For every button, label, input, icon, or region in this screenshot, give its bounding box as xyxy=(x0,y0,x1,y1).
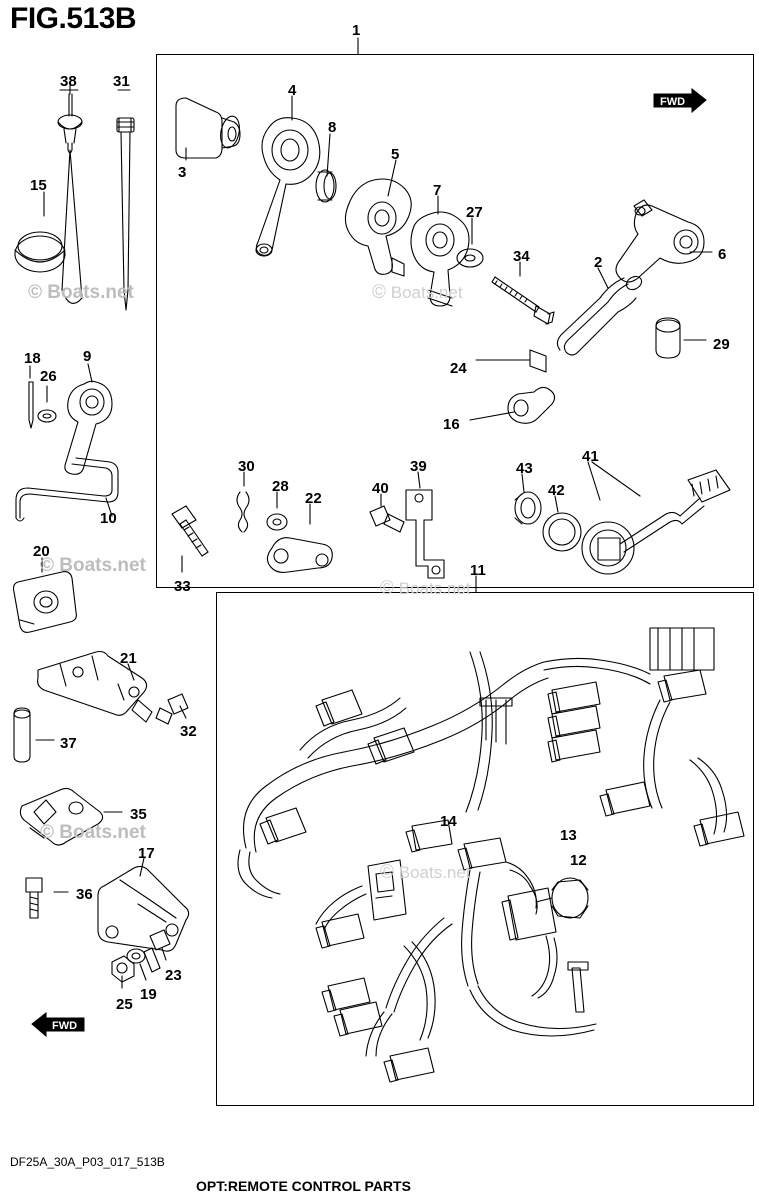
callout-number-10: 10 xyxy=(100,510,117,527)
callout-number-22: 22 xyxy=(305,490,322,507)
fwd-marker xyxy=(30,1012,86,1042)
callout-number-12: 12 xyxy=(570,852,587,869)
watermark: © Boats.net xyxy=(380,578,471,599)
callout-number-26: 26 xyxy=(40,368,57,385)
callout-number-30: 30 xyxy=(238,458,255,475)
callout-number-18: 18 xyxy=(24,350,41,367)
callout-number-6: 6 xyxy=(718,246,727,263)
callout-number-14: 14 xyxy=(440,813,457,830)
watermark: © Boats.net xyxy=(40,555,146,576)
callout-number-28: 28 xyxy=(272,478,289,495)
callout-number-36: 36 xyxy=(76,886,93,903)
footer-title: OPT:REMOTE CONTROL PARTS xyxy=(196,1178,411,1194)
callout-number-37: 37 xyxy=(60,735,77,752)
callout-number-33: 33 xyxy=(174,578,191,595)
callout-number-13: 13 xyxy=(560,827,577,844)
upper-assembly-box xyxy=(156,54,754,588)
callout-number-42: 42 xyxy=(548,482,565,499)
callout-number-7: 7 xyxy=(433,182,442,199)
fwd-marker xyxy=(652,88,708,118)
callout-number-29: 29 xyxy=(713,336,730,353)
watermark-text: Boats.net xyxy=(390,283,463,302)
callout-number-19: 19 xyxy=(140,986,157,1003)
callout-number-5: 5 xyxy=(391,146,400,163)
callout-number-31: 31 xyxy=(113,73,130,90)
callout-number-8: 8 xyxy=(328,119,337,136)
callout-number-32: 32 xyxy=(180,723,197,740)
figure-title: FIG.513B xyxy=(10,2,137,35)
callout-number-24: 24 xyxy=(450,360,467,377)
callout-number-4: 4 xyxy=(288,82,297,99)
callout-number-20: 20 xyxy=(33,543,50,560)
footer-code: DF25A_30A_P03_017_513B xyxy=(10,1155,165,1169)
watermark-text: Boats.net xyxy=(59,555,146,576)
watermark-text: Boats.net xyxy=(47,282,134,303)
callout-number-43: 43 xyxy=(516,460,533,477)
watermark: © Boats.net xyxy=(372,282,463,303)
callout-number-41: 41 xyxy=(582,448,599,465)
callout-number-23: 23 xyxy=(165,967,182,984)
watermark: © Boats.net xyxy=(40,822,146,843)
callout-number-17: 17 xyxy=(138,845,155,862)
callout-number-27: 27 xyxy=(466,204,483,221)
callout-number-11: 11 xyxy=(470,562,486,579)
callout-number-9: 9 xyxy=(83,348,92,365)
callout-number-40: 40 xyxy=(372,480,389,497)
callout-number-1: 1 xyxy=(352,22,361,39)
watermark: © Boats.net xyxy=(28,282,134,303)
callout-number-3: 3 xyxy=(178,164,187,181)
callout-number-35: 35 xyxy=(130,806,147,823)
watermark-text: Boats.net xyxy=(398,579,471,598)
watermark: © Boats.net xyxy=(380,862,471,883)
watermark-text: Boats.net xyxy=(398,863,471,882)
svg-text:FWD: FWD xyxy=(52,1020,78,1032)
watermark-text: Boats.net xyxy=(59,822,146,843)
callout-number-21: 21 xyxy=(120,650,137,667)
callout-number-16: 16 xyxy=(443,416,460,433)
harness-box xyxy=(216,592,754,1106)
svg-text:FWD: FWD xyxy=(660,96,686,108)
callout-number-2: 2 xyxy=(594,254,603,271)
callout-number-38: 38 xyxy=(60,73,77,90)
callout-number-15: 15 xyxy=(30,177,47,194)
callout-number-39: 39 xyxy=(410,458,427,475)
callout-number-34: 34 xyxy=(513,248,530,265)
callout-number-25: 25 xyxy=(116,996,133,1013)
